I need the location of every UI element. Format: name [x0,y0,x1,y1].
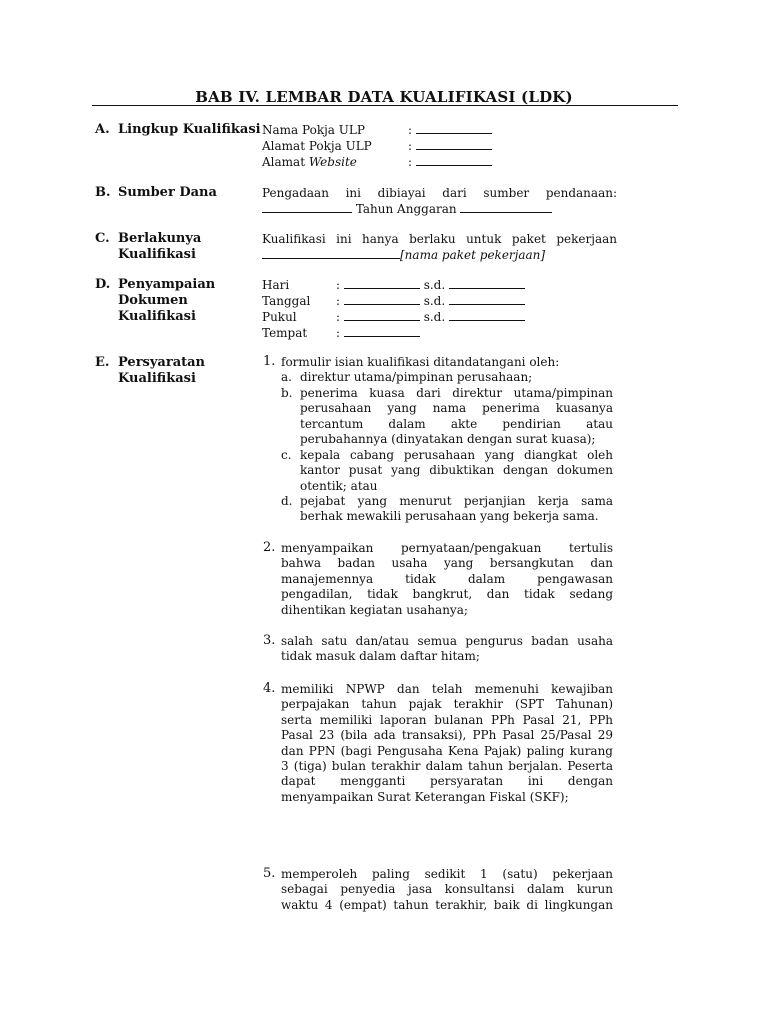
document-title: BAB IV. LEMBAR DATA KUALIFIKASI (LDK) [195,88,573,106]
item-4-line: memiliki NPWP dan telah memenuhi kewajiban [281,682,613,696]
row-hari-value: : s.d. [336,277,525,293]
row-pukul-label: Pukul [262,310,297,324]
item-5-text [281,867,613,913]
sub-d-line: pejabat yang menurut perjanjian kerja sama [300,494,613,508]
item-4-line: Pasal 23 (bila ada transaksi), PPh Pasal 25/Pasal 29 [281,728,613,743]
section-c-paket-line [262,247,545,263]
field-alamat-pokja [262,138,372,154]
item-1-sub-b [281,386,613,448]
section-c-text: Kualifikasi ini hanya berlaku untuk paket pekerjaan [262,232,617,246]
section-b-label [95,185,217,201]
item-2-line: bahwa badan usaha yang bersangkutan dan [281,556,613,571]
section-b-letter: B. [95,185,111,200]
item-4-line: serta memiliki laporan bulanan PPh Pasal 21, PPh [281,712,613,727]
section-d-letter: D. [95,277,111,292]
paket-blank[interactable] [262,247,400,259]
tanggal-sd: s.d. [423,294,446,308]
item-5-line: memperoleh paling sedikit 1 (satu) pekerjaan [281,867,613,881]
sub-b-letter: b. [281,386,293,400]
sub-b-line: perusahaan yang nama penerima kuasanya [300,401,613,416]
row-hari-label: Hari [262,278,290,292]
tahun-anggaran-label: Tahun Anggaran [355,202,457,216]
item-3-number: 3. [263,633,276,648]
field-nama-pokja-label: Nama Pokja ULP [262,123,365,137]
section-d-title-1: Penyampaian [118,277,216,292]
section-c-label [95,231,201,263]
item-1-sub-c [281,448,613,494]
sub-d-line: berhak mewakili perusahaan yang bekerja sama. [300,509,599,524]
colon: : [408,139,413,153]
hari-to-blank[interactable] [449,277,525,289]
section-e-title-2: Kualifikasi [118,371,196,386]
field-alamat-pokja-label: Alamat Pokja ULP [262,139,372,153]
hari-sd: s.d. [423,278,446,292]
section-a-letter: A. [95,122,110,137]
section-c-letter: C. [95,231,110,246]
item-1-sub-d [281,494,613,525]
section-c-title-2: Kualifikasi [118,247,196,262]
sub-a-letter: a. [281,370,292,384]
field-website-italic: Website [308,155,357,169]
section-b-title: Sumber Dana [118,185,217,200]
item-3-line: salah satu dan/atau semua pengurus badan usaha [281,634,613,648]
section-d-title-2: Dokumen [118,293,188,308]
field-alamat-pokja-value[interactable] [408,138,492,154]
field-website-label: Alamat [262,155,309,169]
tahun-anggaran-blank[interactable] [460,201,552,213]
section-b-text: Pengadaan ini dibiayai dari sumber pendanaan: [262,186,617,200]
sub-c-line: kepala cabang perusahaan yang diangkat oleh [300,448,613,462]
section-e-title-1: Persyaratan [118,355,205,370]
item-1-number: 1. [263,354,276,369]
row-tempat-label: Tempat [262,326,308,340]
section-e-label [95,355,205,387]
item-2-number: 2. [263,540,276,555]
section-b-tahun-line [262,201,552,217]
item-4-text [281,682,613,805]
tanggal-from-blank[interactable] [344,293,420,305]
row-tempat-value: : [336,325,420,341]
item-4-line: perpajakan tahun pajak terakhir (SPT Tahunan) [281,697,613,712]
paket-placeholder: [nama paket pekerjaan] [400,248,546,262]
section-e-letter: E. [95,355,110,370]
item-5-number: 5. [263,866,276,881]
title-rule [92,105,678,106]
sub-c-letter: c. [281,448,292,462]
sub-b-line: penerima kuasa dari direktur utama/pimpinan [300,386,613,400]
field-nama-pokja-value[interactable] [408,122,492,138]
sub-b-line: tercantum dalam akte pendirian atau [300,416,613,431]
section-a-title: Lingkup Kualifikasi [118,122,261,137]
sub-a-line: direktur utama/pimpinan perusahaan; [300,370,533,384]
item-1-line: formulir isian kualifikasi ditandatangani oleh: [281,355,560,369]
field-nama-pokja [262,122,365,138]
item-2-line: menyampaikan pernyataan/pengakuan tertulis [281,541,613,555]
item-1-sub-a [281,370,613,385]
tanggal-to-blank[interactable] [449,293,525,305]
section-d-label [95,277,215,325]
field-website [262,154,357,170]
section-d-title-3: Kualifikasi [118,309,196,324]
pukul-to-blank[interactable] [449,309,525,321]
item-1-text [281,355,613,370]
hari-from-blank[interactable] [344,277,420,289]
sub-c-line: kantor pusat yang dibuktikan dengan dokumen [300,463,613,478]
item-4-line: 3 (tiga) bulan terakhir dalam tahun berjalan. Peserta [281,759,613,774]
colon: : [408,123,413,137]
item-4-line: dapat mengganti persyaratan ini dengan [281,774,613,789]
sub-d-letter: d. [281,494,293,508]
sub-c-line: otentik; atau [300,478,378,493]
item-4-line: menyampaikan Surat Keterangan Fiskal (SKF); [281,789,569,804]
item-2-line: pengadilan, tidak bangkrut, dan tidak sedang [281,587,613,602]
row-tanggal-label: Tanggal [262,294,311,308]
pukul-sd: s.d. [423,310,446,324]
colon: : [408,155,413,169]
field-website-value[interactable] [408,154,492,170]
tempat-blank[interactable] [344,325,420,337]
item-2-line: dihentikan kegiatan usahanya; [281,602,468,617]
sumber-dana-blank[interactable] [262,201,352,213]
section-c-title-1: Berlakunya [118,231,202,246]
item-5-line: sebagai penyedia jasa konsultansi dalam kurun [281,882,613,897]
item-3-line: tidak masuk dalam daftar hitam; [281,649,480,664]
item-2-line: manajemennya tidak dalam pengawasan [281,571,613,586]
row-pukul-value: : s.d. [336,309,525,325]
item-4-line: dan PPN (bagi Pengusaha Kena Pajak) paling kurang [281,743,613,758]
row-tanggal-value: : s.d. [336,293,525,309]
sub-b-line: perubahannya (dinyatakan dengan surat kuasa); [300,432,596,447]
item-3-text [281,634,613,665]
item-2-text [281,541,613,618]
section-a-label [95,122,261,138]
item-5-line: waktu 4 (empat) tahun terakhir, baik di lingkungan [281,897,613,912]
item-4-number: 4. [263,681,276,696]
pukul-from-blank[interactable] [344,309,420,321]
